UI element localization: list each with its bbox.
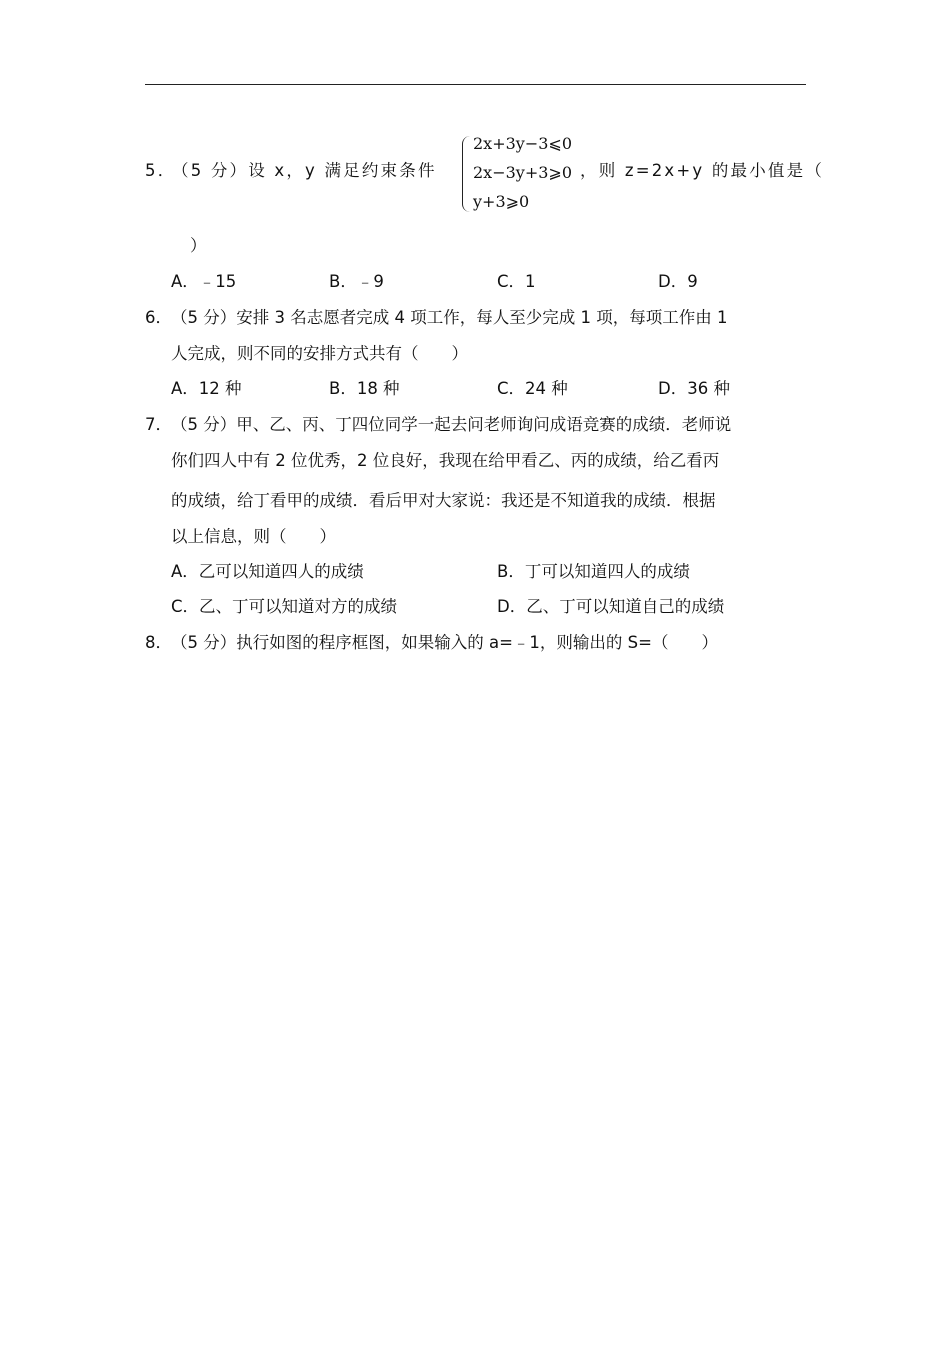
- header-rule: [145, 84, 806, 85]
- option-d: D．9: [658, 272, 698, 291]
- question-5-number: 5．: [145, 161, 177, 180]
- constraint-3: y+3⩾0: [473, 192, 530, 211]
- constraint-system: [462, 132, 592, 214]
- question-6-number: 6．: [145, 308, 172, 327]
- question-5-close-paren: ）: [190, 236, 207, 255]
- option-a: A．﹣15: [171, 272, 237, 291]
- question-7-line-3: 的成绩，给丁看甲的成绩．看后甲对大家说：我还是不知道我的成绩．根据: [171, 491, 716, 510]
- question-7-line-1: （5 分）甲、乙、丙、丁四位同学一起去问老师询问成语竞赛的成绩．老师说: [171, 415, 732, 434]
- option-d: D．乙、丁可以知道自己的成绩: [497, 597, 725, 616]
- option-c: C．24 种: [497, 379, 568, 398]
- question-5-text: （5 分）设 x，y 满足约束条件: [172, 161, 437, 180]
- option-a: A．12 种: [171, 379, 242, 398]
- option-d: D．36 种: [658, 379, 730, 398]
- constraint-2: 2x−3y+3⩾0: [473, 163, 572, 182]
- question-6-line-2: 人完成，则不同的安排方式共有（ ）: [171, 344, 468, 363]
- option-b: B．丁可以知道四人的成绩: [497, 562, 690, 581]
- question-7-line-2: 你们四人中有 2 位优秀，2 位良好，我现在给甲看乙、丙的成绩，给乙看丙: [171, 451, 720, 470]
- question-7-line-4: 以上信息，则（ ）: [171, 527, 336, 546]
- constraint-1: 2x+3y−3⩽0: [473, 134, 572, 153]
- question-8-number: 8．: [145, 633, 172, 652]
- option-b: B．18 种: [329, 379, 400, 398]
- question-6-line-1: （5 分）安排 3 名志愿者完成 4 项工作，每人至少完成 1 项，每项工作由 1: [171, 308, 728, 327]
- question-7-number: 7．: [145, 415, 172, 434]
- question-5-text-after: ，则 z=2x+y 的最小值是（: [580, 161, 825, 180]
- option-c: C．1: [497, 272, 536, 291]
- left-brace: [462, 136, 471, 212]
- option-b: B．﹣9: [329, 272, 384, 291]
- option-a: A．乙可以知道四人的成绩: [171, 562, 364, 581]
- option-c: C．乙、丁可以知道对方的成绩: [171, 597, 398, 616]
- question-8-line-1: （5 分）执行如图的程序框图，如果输入的 a=﹣1，则输出的 S=（ ）: [171, 633, 718, 652]
